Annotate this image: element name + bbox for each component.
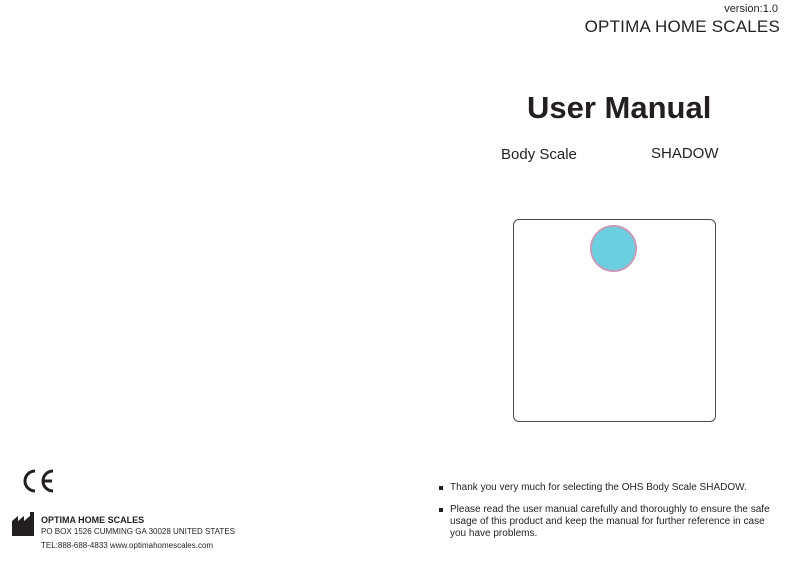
bullet-icon [439, 508, 443, 512]
bullet-icon [439, 486, 443, 490]
ce-mark-icon [19, 468, 59, 499]
note-text: Please read the user manual carefully and thoroughly to ensure the safe usage of this product and keep the manual for further reference in case you have problems. [450, 504, 770, 539]
manufacturer-name: OPTIMA HOME SCALES [41, 515, 145, 525]
model-name: SHADOW [651, 145, 719, 162]
list-item [439, 504, 779, 540]
manufacturer-factory-icon [12, 512, 37, 541]
list-item [439, 482, 779, 494]
version-label: version:1.0 [724, 3, 778, 15]
product-type: Body Scale [501, 146, 577, 163]
manufacturer-address: PO BOX 1526 CUMMING GA 30028 UNITED STATES [41, 527, 235, 536]
scale-display [590, 225, 637, 272]
intro-notes [439, 482, 779, 550]
manufacturer-contact: TEL:888-688-4833 www.optimahomescales.com [41, 541, 214, 550]
page-title: User Manual [527, 90, 712, 125]
note-text: Thank you very much for selecting the OHS Body Scale SHADOW. [450, 482, 747, 493]
brand-name: OPTIMA HOME SCALES [584, 17, 780, 36]
